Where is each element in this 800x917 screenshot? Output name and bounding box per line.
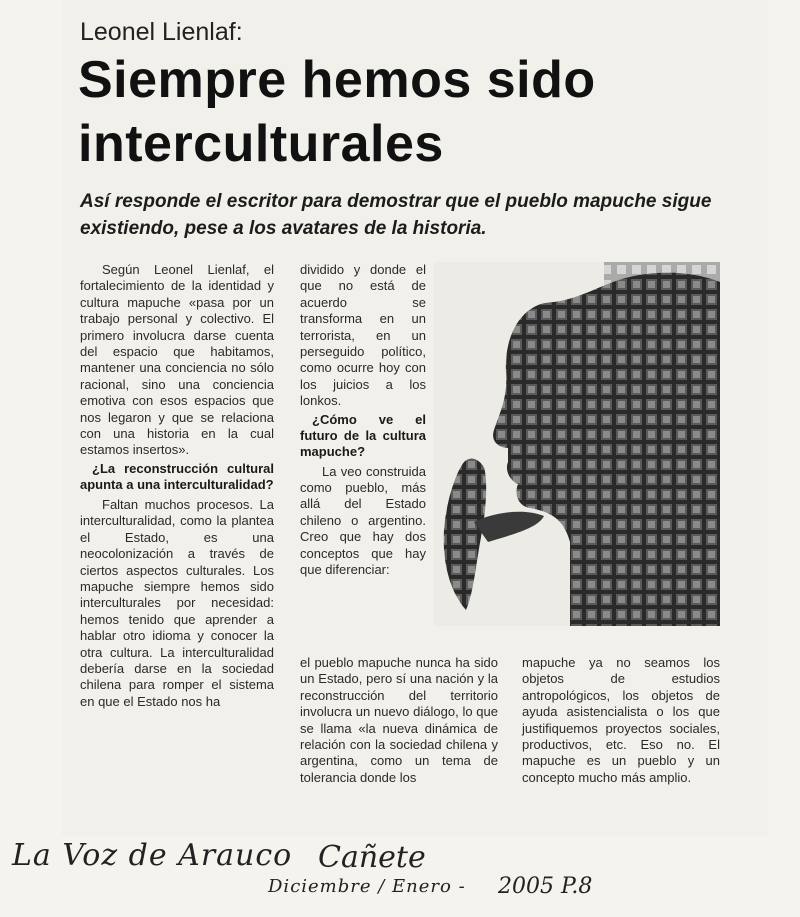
paragraph: dividido y donde el que no está de acuerdo se transforma en un terrorista, en un perseguido político, como ocurre hoy con los juicios a los lonkos. [300,262,426,409]
handwritten-city: Cañete [318,840,426,875]
deck-subtitle: Así responde el escritor para demostrar que el pueblo mapuche sigue existiendo, pese a los avatares de la historia. [80,191,712,239]
headline: Siempre hemos sido interculturales [78,51,596,173]
paragraph: La veo construida como pueblo, más allá del Estado chileno o argentino. Creo que hay dos conceptos que hay que diferenciar: [300,463,426,578]
paragraph: mapuche ya no seamos los objetos de estudios antropológicos, los objetos de ayuda asistencialista o los que justifiquemos proyectos sociales, productivos, etc. Eso no. El mapuche es un pueblo y un concepto mucho más amplio. [522,655,720,785]
column-1 [80,262,274,710]
column-2 [300,262,426,579]
handwritten-year-page: 2005 P.8 [498,874,593,899]
handwritten-source: La Voz de Arauco [12,838,293,873]
portrait-photo [434,262,720,626]
paragraph: Según Leonel Lienlaf, el fortalecimiento de la identidad y cultura mapuche «pasa por un trabajo personal y colectivo. El primero involucra darse cuenta del espacio que habitamos, mantener una conciencia no sólo racional, sino una conciencia emotiva con esos espacios que nos legaron y que se relaciona con una historia en la cual estamos insertos». [80,262,274,458]
portrait-silhouette-icon [434,262,720,626]
paragraph: el pueblo mapuche nunca ha sido un Estado, pero sí una nación y la reconstrucción del territorio involucra un nuevo diálogo, lo que se llama «la nueva dinámica de relación con la sociedad chilena y argentina, como un tema de tolerancia donde los [300,655,498,785]
kicker: Leonel Lienlaf: [80,18,243,46]
paragraph: Faltan muchos procesos. La interculturalidad, como la plantea el Estado, es una neocolonización a través de ciertos aspectos culturales. Los mapuche siempre hemos sido interculturales por necesidad: hemos tenido que aprender a hablar otro idioma y conocer la otra cultura. La interculturalidad debería darse en la sociedad chilena para romper el sistema en que el Estado nos ha [80,496,274,709]
question-heading: ¿Cómo ve el futuro de la cultura mapuche? [300,411,426,459]
column-3 [300,655,498,786]
handwritten-date: Diciembre / Enero - [268,876,466,897]
question-heading: ¿La reconstrucción cultural apunta a una interculturalidad? [80,460,274,492]
column-4 [522,655,720,786]
